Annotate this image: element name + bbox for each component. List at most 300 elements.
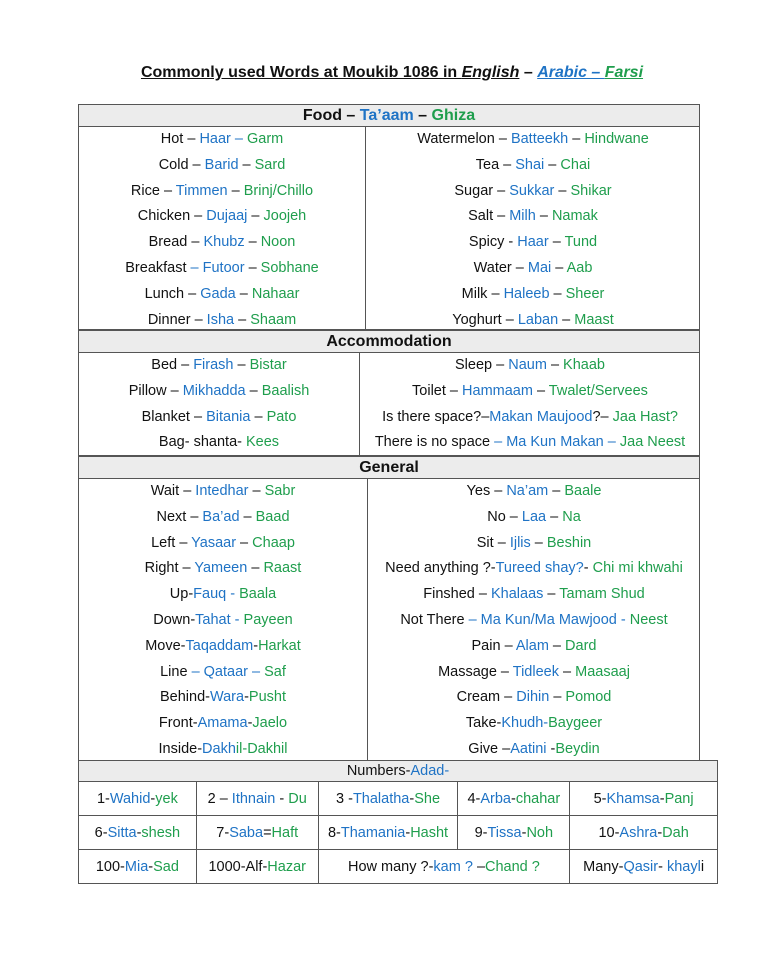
number-cell [196,850,318,884]
english-text: – [413,107,432,124]
farsi-text: Ghiza [431,107,476,124]
english-text: Cold – [158,156,205,173]
word-row [368,711,700,737]
farsi-text: Hasht [410,824,449,841]
english-text: – [535,208,552,225]
english-text: Pain – [471,637,516,654]
farsi-text: Bistar [249,357,287,373]
farsi-text: She [414,790,441,807]
arabic-text: Laban [517,311,559,328]
arabic-text: Gada [200,285,236,302]
english-text: Breakfast [125,259,191,276]
english-text: Up- [169,586,194,603]
arabic-text: Khamsa [606,790,660,807]
title-arabic: Arabic [537,64,587,81]
english-text: Yoghurt – [452,311,518,328]
english-text: – [234,311,251,328]
english-text: – [554,182,571,199]
farsi-text: Baalish [261,382,310,399]
english-text: – [227,182,244,199]
arabic-text: Makan Maujood [489,408,593,425]
english-text: 3 - [336,790,353,807]
numbers-header [79,761,718,782]
english-text: 7- [216,824,230,841]
english-text: - [546,740,556,757]
arabic-text: Sitta [107,824,137,841]
word-row [79,179,365,205]
arabic-text: Haar – [199,131,247,147]
number-cell [196,782,318,816]
number-cell [196,816,318,850]
english-text: - [521,824,527,841]
english-text: Massage – [438,663,513,680]
english-text: - [657,824,663,841]
english-text: Bread – [148,234,204,251]
english-text: - [583,560,593,577]
word-row [368,582,700,608]
arabic-text: Tidleek [512,663,559,680]
arabic-text: Na’am [506,483,549,499]
section-header [79,105,699,127]
arabic-text: Tureed shay? [495,560,584,577]
word-row [79,634,367,660]
farsi-text: Sobhane [260,259,319,276]
farsi-text: Noh [526,824,554,841]
english-text: Tea – [475,156,516,173]
number-cell [79,850,197,884]
english-text: – [235,285,252,302]
word-row [79,531,367,557]
arabic-text: Naum [508,357,547,373]
arabic-text: Hammaam [462,382,533,399]
arabic-text: Firash [193,357,234,373]
word-row [366,153,700,179]
word-row [368,737,700,763]
title-main: Commonly used Words at Moukib 1086 in [140,64,462,81]
arabic-text: Tahat - [195,611,244,628]
farsi-text: Panj [664,790,694,807]
word-row [368,531,700,557]
farsi-text: Joojeh [263,208,307,225]
english-text: Accommodation [326,333,452,350]
word-row [79,430,359,456]
english-text: – [244,234,261,251]
farsi-text: Haft [271,824,299,841]
word-row [366,282,700,308]
english-text: Rice – [130,182,176,199]
farsi-text: Pusht [248,689,287,706]
english-text: – [549,285,566,302]
arabic-text: Shai [515,156,545,173]
english-text: 9- [474,824,488,841]
english-text: Inside- [158,740,203,757]
english-text: – [250,408,267,425]
english-text: = [263,824,272,841]
english-text: Sit – [476,534,510,551]
arabic-text: – Ma Kun Makan [494,434,604,451]
arabic-text: Alam [515,637,549,654]
arabic-text: Khubz [203,234,245,251]
farsi-text: shesh [141,824,181,841]
arabic-text: khayl [666,858,701,875]
section-general [78,456,700,761]
arabic-text: kam ? [433,858,473,875]
arabic-text: Khudh- [501,715,549,732]
number-cell [318,816,458,850]
farsi-text: Chi mi khwahi [592,560,683,577]
section-header [79,331,699,353]
farsi-text: Sabr [264,483,296,499]
farsi-text: Namak [551,208,598,225]
farsi-text: Saf [264,663,286,680]
english-text: – [244,259,261,276]
farsi-text: Chand ? [485,858,540,875]
farsi-text: Hazar [267,858,306,875]
english-text: Many- [583,858,624,875]
word-row [366,256,700,282]
arabic-text: Taqaddam [185,637,254,654]
arabic-text: Ba’ad [202,508,240,525]
arabic-text: Ta’aam [359,107,414,124]
english-text: Salt – [468,208,510,225]
english-text: There is no space [374,434,495,451]
arabic-text: Dujaaj [206,208,248,225]
arabic-text: Qasir [623,858,659,875]
number-cell [570,816,718,850]
english-text: i [700,858,705,875]
number-cell [79,816,197,850]
farsi-text: Jaelo [252,715,288,732]
section-left-column [79,127,365,333]
document-title [0,64,784,82]
word-row [79,608,367,634]
table-row [79,782,718,816]
arabic-text: Mai [527,259,552,276]
english-text: – [558,311,575,328]
english-text: – [548,637,566,654]
english-text: – [472,858,486,875]
english-text: – [543,586,560,603]
arabic-text: Fauq - [193,586,240,603]
english-text: - [244,689,249,706]
word-row [366,204,700,230]
farsi-text: Sheer [565,285,605,302]
farsi-text: Na [562,508,581,525]
title-sep-1: – [519,64,538,81]
arabic-text: Intedhar [195,483,249,499]
farsi-text: Shikar [570,182,612,199]
english-text: – [530,534,547,551]
word-row [79,737,367,763]
arabic-text: Haar [517,234,549,251]
word-row [79,582,367,608]
english-text: Hot – [160,131,200,147]
english-text: Is there space?– [382,408,490,425]
word-row [79,153,365,179]
section-food [78,104,700,330]
table-row [79,850,718,884]
word-row [79,256,365,282]
english-text: Need anything ?- [385,560,496,577]
word-row [79,556,367,582]
english-text: Food – [302,107,360,124]
english-text: 10- [598,824,620,841]
english-text: Numbers- [346,763,411,779]
number-cell [79,782,197,816]
farsi-text: Dah [662,824,689,841]
arabic-text: Dakh [202,740,236,757]
english-text: 6- [94,824,108,841]
arabic-text: Aatini [510,740,547,757]
english-text: – [238,156,255,173]
word-row [368,608,700,634]
number-cell [458,816,570,850]
english-text: – [544,156,561,173]
word-row [79,711,367,737]
word-row [366,179,700,205]
number-cell [318,782,458,816]
english-text: Front- [158,715,198,732]
english-text: - [275,790,289,807]
english-text: Not There [400,611,469,628]
english-text: – [247,208,264,225]
number-cell [570,850,718,884]
arabic-text: – [603,434,620,451]
english-text: – [558,663,576,680]
arabic-text: Thalatha [352,790,410,807]
farsi-text: Chai [560,156,591,173]
arabic-text: – Qataar – [191,663,265,680]
english-text: - [659,790,665,807]
word-row [79,230,365,256]
section-accommodation [78,330,700,456]
english-text: 5- [593,790,607,807]
word-row [79,479,367,505]
english-text: – [546,357,564,373]
word-row [79,204,365,230]
farsi-text: Tund [564,234,598,251]
english-text: Down- [153,611,196,628]
english-text: Dinner – [147,311,207,328]
farsi-text: Sad [153,858,179,875]
farsi-text: Dard [565,637,597,654]
farsi-text: Tamam Shud [559,586,645,603]
farsi-text: chahar [515,790,561,807]
english-text: 2 – [207,790,232,807]
farsi-text: Payeen [243,611,293,628]
farsi-text: Aab [566,259,593,276]
numbers-table [78,760,718,884]
english-text: – [546,508,563,525]
english-text: – [236,534,253,551]
arabic-text: Isha [206,311,235,328]
section-left-column [79,353,359,456]
word-row [79,685,367,711]
english-text: Chicken – [137,208,207,225]
english-text: Cream – [456,689,517,706]
english-text: Right – [144,560,195,577]
farsi-text: Jaa Hast? [612,408,678,425]
arabic-text: Mia [124,858,149,875]
farsi-text: Sard [254,156,286,173]
english-text: Give – [468,740,511,757]
arabic-text: Amama [197,715,248,732]
word-row [79,379,359,405]
english-text: – [551,259,567,276]
english-text: 8- [327,824,341,841]
farsi-text: Pato [266,408,297,425]
word-row [368,634,700,660]
word-row [360,430,700,456]
table-row [79,816,718,850]
farsi-text: Chaap [252,534,295,551]
word-row [79,405,359,431]
english-text: - [409,790,415,807]
word-row [368,660,700,686]
word-row [79,505,367,531]
farsi-text: Dakhil [247,740,288,757]
english-text: - [658,858,667,875]
word-row [368,685,700,711]
english-text: 4- [467,790,481,807]
english-text: - [247,715,253,732]
english-text: Lunch – [144,285,201,302]
english-text: – [532,382,549,399]
farsi-text: Beydin [555,740,600,757]
english-text: Spicy - [468,234,518,251]
english-text: Bag [158,434,185,451]
english-text: – [549,689,566,706]
word-row [79,660,367,686]
farsi-text: Hindwane [584,131,649,147]
section-right-column [366,127,700,333]
english-text: Toilet – [412,382,463,399]
english-text: Wait – [150,483,196,499]
arabic-text: Wara [209,689,245,706]
english-text: No – [487,508,522,525]
farsi-text: Garm [247,131,284,147]
english-text: Take- [465,715,502,732]
arabic-text: – Futoor [190,259,245,276]
arabic-text: Adad- [410,763,450,779]
arabic-text: Tissa [487,824,522,841]
farsi-text: Beshin [546,534,592,551]
farsi-text: Pomod [565,689,612,706]
farsi-text: Twalet/Servees [548,382,648,399]
word-row [366,127,700,153]
farsi-text: Jaa Neest [619,434,686,451]
english-text: Yes – [466,483,507,499]
english-text: - shanta- [184,434,242,451]
english-text: Watermelon – [417,131,511,147]
word-row [79,353,359,379]
english-text: – [239,508,256,525]
number-cell [318,850,570,884]
english-text: Water – [473,259,528,276]
section-right-column [360,353,700,456]
english-text: General [359,459,419,476]
arabic-text: Khalaas [491,586,544,603]
word-row [368,556,700,582]
title-farsi: Farsi [604,64,644,81]
english-text: Line [160,663,192,680]
farsi-text: yek [155,790,178,807]
english-text: – [248,483,265,499]
farsi-text: Brinj/Chillo [243,182,314,199]
english-text: Pillow – [128,382,183,399]
english-text: – [548,483,565,499]
farsi-text: Maast [574,311,614,328]
english-text: Finshed – [423,586,491,603]
section-header [79,457,699,479]
number-cell [570,782,718,816]
english-text: Blanket – [141,408,207,425]
word-row [368,505,700,531]
arabic-text: Barid [204,156,239,173]
farsi-text: Baala [239,586,277,603]
english-text: – [233,357,250,373]
english-text: ?– [592,408,613,425]
section-right-column [368,479,700,763]
word-row [360,379,700,405]
arabic-text: Saba [229,824,264,841]
word-row [366,230,700,256]
farsi-text: il- [235,740,248,757]
english-text: Left – [151,534,192,551]
arabic-text: Ijlis [509,534,531,551]
farsi-text: Maasaaj [575,663,630,680]
arabic-text: Arba [480,790,511,807]
arabic-text: Mikhadda [182,382,246,399]
arabic-text: Bitania [206,408,251,425]
title-english: English [461,64,520,81]
farsi-text: Nahaar [251,285,300,302]
farsi-text: Noon [260,234,296,251]
title-sep-2: – [586,64,605,81]
number-cell [458,782,570,816]
arabic-text: Yameen [194,560,248,577]
arabic-text: Thamania [340,824,406,841]
english-text: - [148,858,154,875]
arabic-text: Laa [521,508,547,525]
farsi-text: Harkat [258,637,301,654]
farsi-text: Neest [629,611,668,628]
farsi-text: Baale [564,483,602,499]
english-text: Milk – [461,285,504,302]
farsi-text: Du [288,790,307,807]
english-text: - [253,637,259,654]
word-row [360,405,700,431]
arabic-text: Ithnain [231,790,276,807]
arabic-text: Timmen [175,182,228,199]
word-row [368,479,700,505]
arabic-text: Batteekh [510,131,569,147]
arabic-text: Haleeb [503,285,550,302]
word-row [79,282,365,308]
word-row [79,127,365,153]
farsi-text: Baad [255,508,290,525]
english-text: – [568,131,585,147]
section-left-column [79,479,367,763]
english-text: Next – [156,508,203,525]
arabic-text: Milh [509,208,536,225]
english-text: Sleep – [455,357,509,373]
word-row [360,353,700,379]
farsi-text: Kees [241,434,280,451]
english-text: - [405,824,411,841]
english-text: Sugar – [454,182,510,199]
english-text: Bed – [151,357,194,373]
